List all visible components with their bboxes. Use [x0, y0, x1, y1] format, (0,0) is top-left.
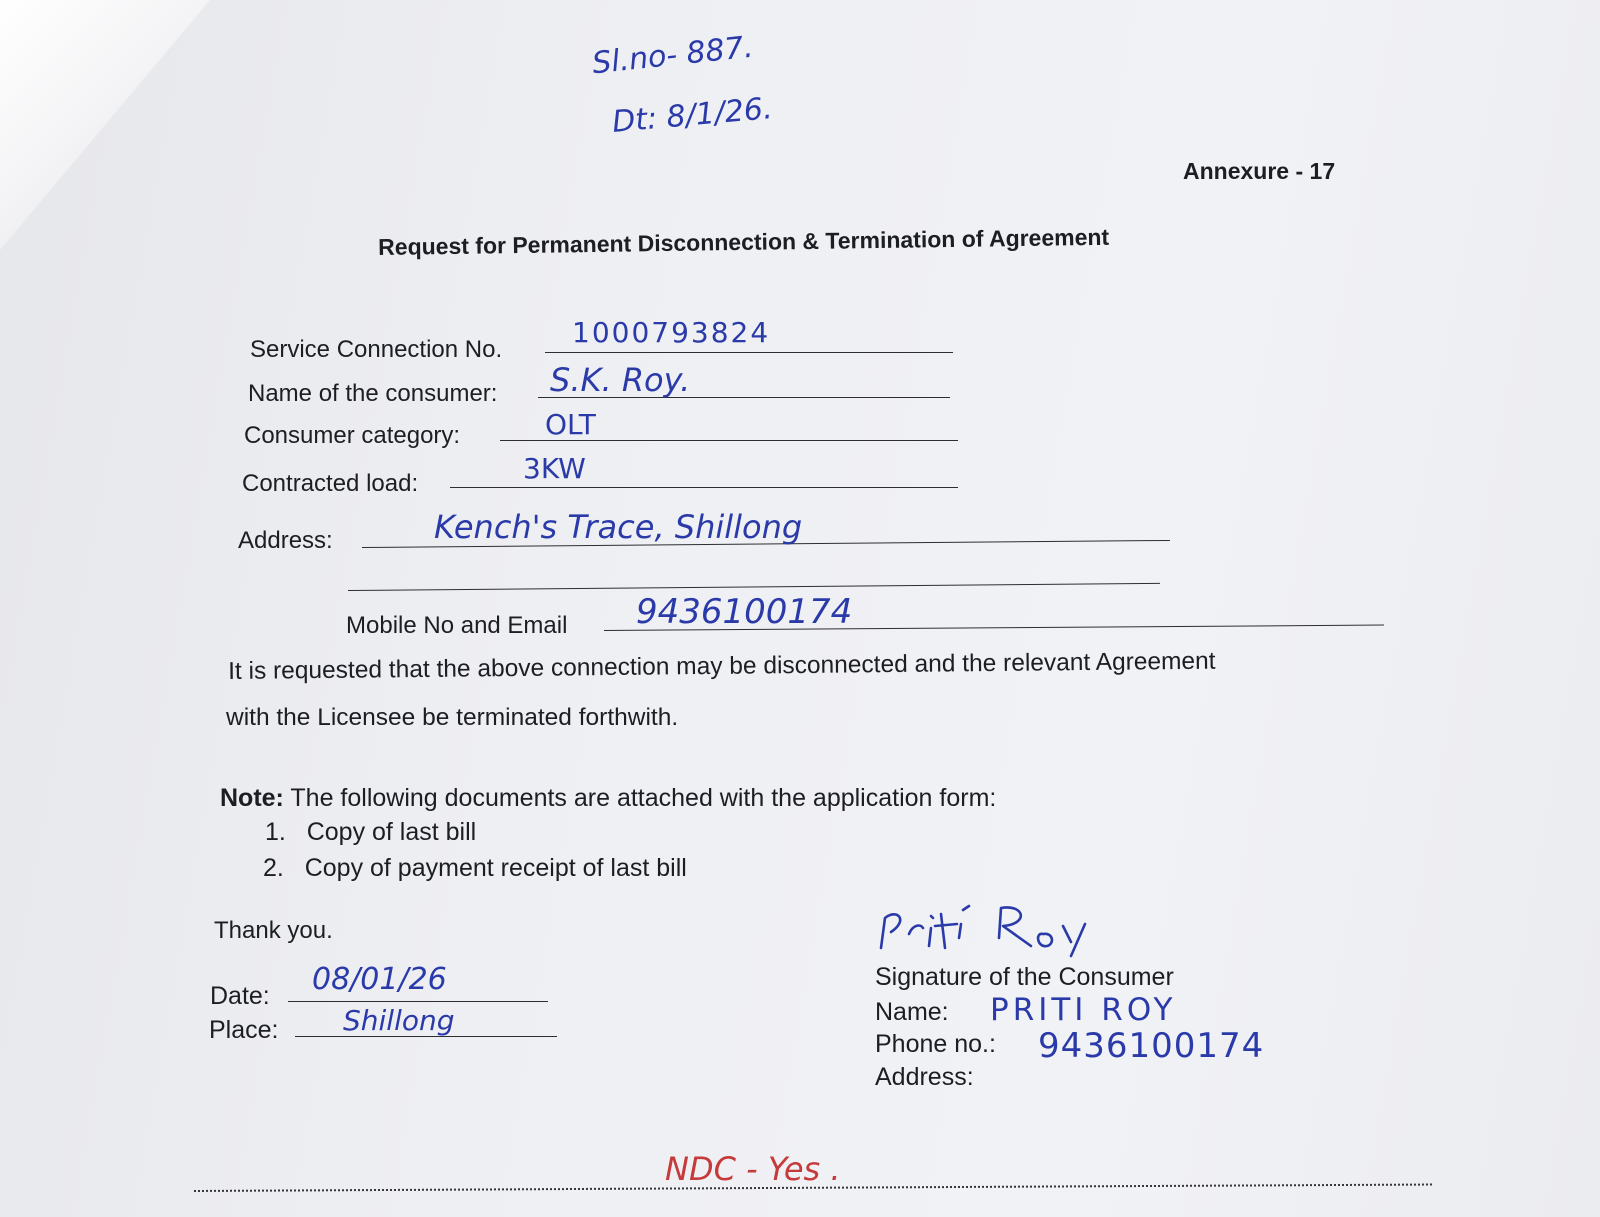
date-value: 08/01/26	[312, 962, 447, 997]
document-item-1	[265, 818, 476, 847]
place-label: Place:	[209, 1016, 279, 1044]
annexure-label: Annexure - 17	[1183, 158, 1336, 184]
contracted-load-value: 3KW	[523, 452, 586, 485]
address-value: Kench's Trace, Shillong	[434, 508, 803, 546]
address-label: Address:	[238, 527, 333, 554]
signature-label: Signature of the Consumer	[875, 963, 1174, 991]
consumer-name-label: Name of the consumer:	[248, 380, 498, 407]
date-label: Date:	[210, 982, 270, 1010]
thank-you-text: Thank you.	[214, 917, 333, 944]
consumer-signature	[875, 898, 1120, 960]
name-value: PRITI ROY	[990, 992, 1177, 1028]
request-line-1: It is requested that the above connection may be disconnected and the relevant Agreement	[228, 647, 1216, 685]
date-line	[288, 1001, 548, 1002]
signature-scribble	[875, 898, 1120, 960]
request-line-2: with the Licensee be terminated forthwith.	[226, 704, 679, 731]
document-item-number: 1.	[265, 818, 286, 846]
ndc-remark: NDC - Yes .	[665, 1150, 841, 1188]
mobile-email-label: Mobile No and Email	[346, 612, 568, 639]
document-item-number: 2.	[263, 854, 284, 882]
phone-label: Phone no.:	[875, 1030, 996, 1058]
consumer-category-label: Consumer category:	[244, 422, 461, 449]
document-item-2	[263, 854, 687, 883]
mobile-value: 9436100174	[636, 592, 853, 632]
contracted-load-label: Contracted load:	[242, 470, 419, 497]
form-title: Request for Permanent Disconnection & Termination of Agreement	[378, 223, 1110, 260]
name-label: Name:	[875, 998, 949, 1026]
place-value: Shillong	[343, 1004, 455, 1037]
document-item-text: Copy of payment receipt of last bill	[304, 854, 687, 882]
contracted-load-line	[450, 487, 958, 488]
service-connection-label: Service Connection No.	[250, 336, 503, 363]
serial-number-note: Sl.no- 887.	[590, 29, 755, 82]
note-label: Note:	[220, 784, 284, 812]
received-date-note: Dt: 8/1/26.	[610, 91, 774, 140]
address-line-2	[348, 583, 1160, 591]
document-item-text: Copy of last bill	[306, 818, 477, 846]
consumer-category-value: OLT	[545, 408, 596, 441]
phone-value: 9436100174	[1038, 1026, 1265, 1066]
note-heading	[220, 784, 996, 813]
service-connection-line	[545, 352, 953, 353]
service-connection-value: 1000793824	[572, 316, 771, 349]
folded-corner	[0, 0, 210, 250]
note-text: The following documents are attached with the application form:	[290, 784, 997, 812]
consumer-name-value: S.K. Roy.	[550, 361, 691, 399]
footer-address-label: Address:	[875, 1063, 974, 1091]
